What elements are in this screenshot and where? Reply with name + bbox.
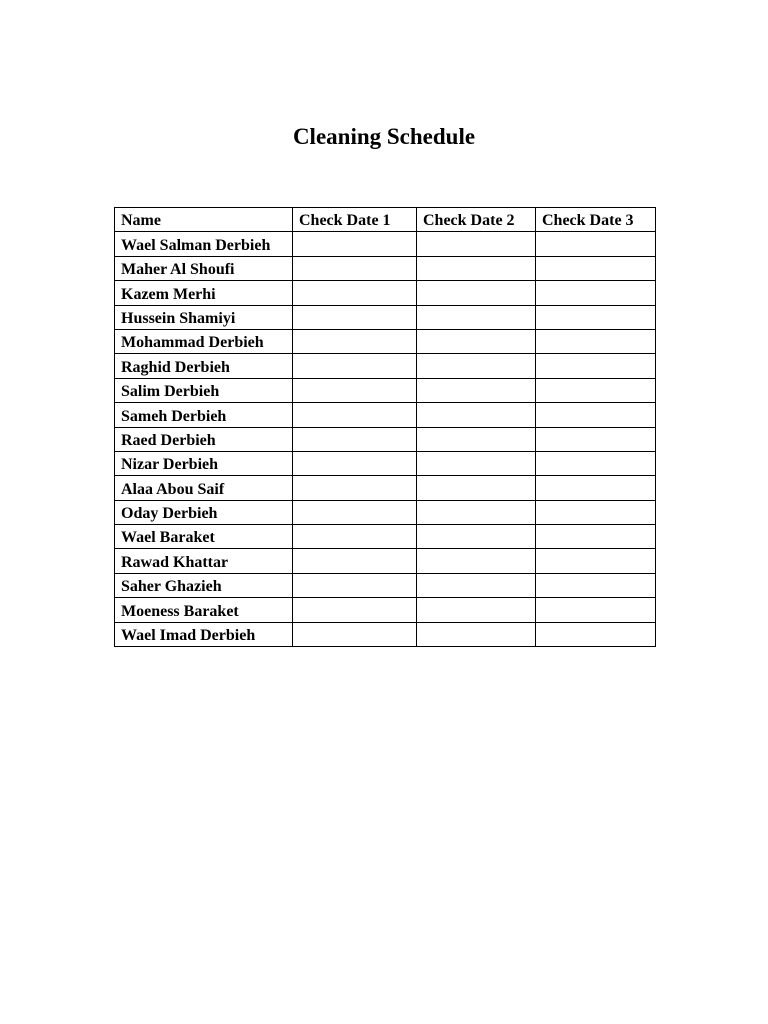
person-name-cell: Raghid Derbieh [115, 354, 293, 378]
person-name-cell: Wael Salman Derbieh [115, 232, 293, 256]
check-date-1-cell [293, 232, 417, 256]
check-date-3-cell [536, 305, 656, 329]
check-date-2-cell [417, 427, 536, 451]
table-body [115, 232, 656, 647]
check-date-2-cell [417, 378, 536, 402]
person-name-cell: Moeness Baraket [115, 598, 293, 622]
cleaning-schedule-table [114, 207, 656, 647]
check-date-1-cell [293, 598, 417, 622]
table-row [115, 598, 656, 622]
check-date-3-cell [536, 598, 656, 622]
table-row [115, 549, 656, 573]
check-date-3-cell [536, 451, 656, 475]
person-name-cell: Saher Ghazieh [115, 573, 293, 597]
check-date-2-cell [417, 451, 536, 475]
person-name-cell: Sameh Derbieh [115, 403, 293, 427]
table-row [115, 354, 656, 378]
table-row [115, 281, 656, 305]
column-header-check-date-1: Check Date 1 [293, 208, 417, 232]
check-date-3-cell [536, 281, 656, 305]
table-row [115, 427, 656, 451]
person-name-cell: Nizar Derbieh [115, 451, 293, 475]
check-date-2-cell [417, 281, 536, 305]
check-date-3-cell [536, 378, 656, 402]
check-date-3-cell [536, 476, 656, 500]
check-date-2-cell [417, 232, 536, 256]
table-row [115, 451, 656, 475]
check-date-2-cell [417, 354, 536, 378]
person-name-cell: Rawad Khattar [115, 549, 293, 573]
check-date-2-cell [417, 403, 536, 427]
person-name-cell: Alaa Abou Saif [115, 476, 293, 500]
check-date-3-cell [536, 549, 656, 573]
check-date-3-cell [536, 573, 656, 597]
check-date-1-cell [293, 378, 417, 402]
check-date-2-cell [417, 622, 536, 646]
table-row [115, 378, 656, 402]
table-row [115, 476, 656, 500]
table-row [115, 232, 656, 256]
check-date-1-cell [293, 549, 417, 573]
person-name-cell: Mohammad Derbieh [115, 329, 293, 353]
check-date-2-cell [417, 549, 536, 573]
column-header-check-date-3: Check Date 3 [536, 208, 656, 232]
check-date-2-cell [417, 598, 536, 622]
check-date-3-cell [536, 525, 656, 549]
check-date-1-cell [293, 525, 417, 549]
person-name-cell: Kazem Merhi [115, 281, 293, 305]
person-name-cell: Hussein Shamiyi [115, 305, 293, 329]
check-date-2-cell [417, 329, 536, 353]
person-name-cell: Raed Derbieh [115, 427, 293, 451]
table-row [115, 305, 656, 329]
check-date-1-cell [293, 476, 417, 500]
check-date-3-cell [536, 403, 656, 427]
check-date-3-cell [536, 329, 656, 353]
table-row [115, 403, 656, 427]
check-date-2-cell [417, 256, 536, 280]
check-date-2-cell [417, 573, 536, 597]
check-date-1-cell [293, 573, 417, 597]
check-date-1-cell [293, 403, 417, 427]
check-date-2-cell [417, 500, 536, 524]
page-title: Cleaning Schedule [292, 124, 476, 149]
check-date-1-cell [293, 281, 417, 305]
table-row [115, 329, 656, 353]
table-row [115, 573, 656, 597]
check-date-1-cell [293, 256, 417, 280]
column-header-check-date-2: Check Date 2 [417, 208, 536, 232]
table-row [115, 500, 656, 524]
column-header-name: Name [115, 208, 293, 232]
table-row [115, 622, 656, 646]
check-date-2-cell [417, 476, 536, 500]
table-row [115, 256, 656, 280]
person-name-cell: Wael Imad Derbieh [115, 622, 293, 646]
check-date-2-cell [417, 305, 536, 329]
check-date-1-cell [293, 354, 417, 378]
check-date-3-cell [536, 232, 656, 256]
check-date-1-cell [293, 305, 417, 329]
check-date-1-cell [293, 329, 417, 353]
check-date-3-cell [536, 354, 656, 378]
table-header-row [115, 208, 656, 232]
check-date-1-cell [293, 451, 417, 475]
person-name-cell: Maher Al Shoufi [115, 256, 293, 280]
check-date-3-cell [536, 256, 656, 280]
person-name-cell: Salim Derbieh [115, 378, 293, 402]
person-name-cell: Oday Derbieh [115, 500, 293, 524]
person-name-cell: Wael Baraket [115, 525, 293, 549]
check-date-3-cell [536, 500, 656, 524]
check-date-2-cell [417, 525, 536, 549]
check-date-3-cell [536, 427, 656, 451]
check-date-1-cell [293, 427, 417, 451]
check-date-3-cell [536, 622, 656, 646]
table-row [115, 525, 656, 549]
check-date-1-cell [293, 622, 417, 646]
check-date-1-cell [293, 500, 417, 524]
